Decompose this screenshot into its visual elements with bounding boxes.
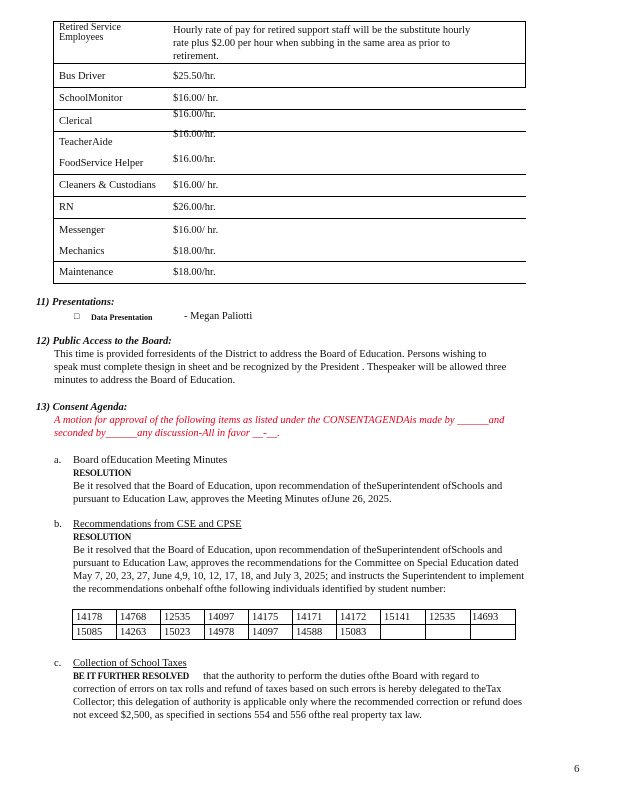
page-number: 6 (574, 763, 580, 775)
student-number: 15083 (337, 625, 381, 640)
student-number: 14693 (471, 610, 516, 625)
pay-rate: $16.00/hr. (173, 129, 216, 140)
paragraph-line: pursuant to Education Law, approves the recommendations for the Committee on Special Education dated (73, 558, 519, 569)
label-line: Retired Service (59, 22, 121, 33)
student-number: 14097 (205, 610, 249, 625)
table-row (53, 109, 526, 131)
paragraph-line: that the authority to perform the duties ofthe Board with regard to (203, 671, 480, 682)
pay-label: TeacherAide (59, 137, 113, 148)
presentation-presenter: - Megan Paliotti (184, 311, 253, 322)
paragraph-line: the recommendations onbehalf ofthe following individuals identified by student number: (73, 584, 446, 595)
paragraph-line: correction of errors on tax rolls and refund of taxes based on such errors is hereby delegated to theTax (73, 684, 502, 695)
motion-text (54, 414, 504, 440)
pay-rate: $16.00/ hr. (173, 225, 219, 236)
pay-label: RN (59, 202, 74, 213)
pay-rate: $16.00/ hr. (173, 93, 219, 104)
consent-item-a (73, 454, 502, 506)
bullet-icon: □ (74, 311, 80, 321)
table-row (53, 87, 526, 109)
pay-rate: $26.00/hr. (173, 202, 216, 213)
resolution-label: RESOLUTION (73, 468, 132, 478)
pay-rate (173, 24, 470, 63)
pay-label: Mechanics (59, 246, 105, 257)
student-number: 14097 (249, 625, 293, 640)
item-marker: c. (54, 658, 62, 669)
student-number: 12535 (426, 610, 471, 625)
table-bottom-border (53, 283, 526, 284)
motion-line: A motion for approval of the following items as listed under the CONSENTAGENDAis made by ______and (54, 415, 505, 426)
section-heading-presentations: 11) Presentations: (36, 297, 115, 308)
item-title: Board ofEducation Meeting Minutes (73, 455, 228, 466)
table-row (53, 21, 526, 63)
student-number: 14588 (293, 625, 337, 640)
student-number: 14768 (117, 610, 161, 625)
table-row (73, 610, 516, 625)
student-number: 14172 (337, 610, 381, 625)
pay-label: Clerical (59, 116, 93, 127)
pay-label (59, 23, 121, 43)
student-number: 15141 (381, 610, 426, 625)
paragraph-line: pursuant to Education Law, approves the Meeting Minutes ofJune 26, 2025. (73, 494, 392, 505)
item-marker: a. (54, 455, 62, 466)
pay-rate: $18.00/hr. (173, 267, 216, 278)
student-number (426, 625, 471, 640)
pay-label: Messenger (59, 225, 105, 236)
table-row (53, 63, 526, 88)
student-number (471, 625, 516, 640)
pay-rate: $16.00/ hr. (173, 180, 219, 191)
pay-label: Maintenance (59, 267, 114, 278)
pay-rate: $16.00/hr. (173, 109, 216, 120)
table-row (53, 196, 526, 218)
item-title: Recommendations from CSE and CPSE (73, 519, 242, 530)
pay-label: Bus Driver (59, 71, 106, 82)
pay-label: FoodService Helper (59, 158, 144, 169)
item-title: Collection of School Taxes (73, 658, 187, 669)
pay-rate: $18.00/hr. (173, 246, 216, 257)
paragraph-line: not exceed $2,500, as specified in sections 554 and 556 ofthe real property tax law. (73, 710, 422, 721)
resolution-label: RESOLUTION (73, 532, 132, 542)
student-number: 14263 (117, 625, 161, 640)
pay-label: SchoolMonitor (59, 93, 123, 104)
student-number: 15023 (161, 625, 205, 640)
student-number: 14171 (293, 610, 337, 625)
pay-rate: $16.00/hr. (173, 154, 216, 165)
resolution-label: BE IT FURTHER RESOLVED (73, 671, 190, 681)
label-line: Employees (59, 32, 104, 43)
presentation-title: Data Presentation (91, 313, 153, 322)
pay-rate: $25.50/hr. (173, 71, 216, 82)
table-row (53, 261, 526, 283)
table-row (73, 625, 516, 640)
table-row (53, 218, 526, 262)
pay-label: Cleaners & Custodians (59, 180, 156, 191)
table-row (53, 174, 526, 196)
paragraph-line: May 7, 20, 23, 27, June 4,9, 10, 12, 17, 18, and July 3, 2025; and instructs the Superintendent to implement (73, 571, 525, 582)
paragraph-line: Collector; this delegation of authority is applicable only where the recommended correction or refund does (73, 697, 523, 708)
section-heading-public-access: 12) Public Access to the Board: (36, 336, 172, 347)
student-number: 14978 (205, 625, 249, 640)
paragraph-line: speak must complete thesign in sheet and be recognized by the President . Thespeaker will be allowed three (54, 362, 507, 373)
rate-line: Hourly rate of pay for retired support staff will be the substitute hourly (173, 25, 471, 36)
consent-item-b (73, 518, 524, 596)
student-number: 12535 (161, 610, 205, 625)
consent-item-c (73, 657, 522, 722)
rate-line: rate plus $2.00 per hour when subbing in the same area as prior to (173, 38, 451, 49)
paragraph-line: Be it resolved that the Board of Education, upon recommendation of theSuperintendent ofSchools and (73, 481, 503, 492)
student-number: 14178 (73, 610, 117, 625)
rate-line: retirement. (173, 51, 219, 62)
student-number (381, 625, 426, 640)
paragraph-line: minutes to address the Board of Education. (54, 375, 236, 386)
student-number-table (72, 609, 516, 640)
item-marker: b. (54, 519, 62, 530)
section-heading-consent-agenda: 13) Consent Agenda: (36, 402, 128, 413)
paragraph (54, 348, 506, 387)
student-number: 15085 (73, 625, 117, 640)
student-number: 14175 (249, 610, 293, 625)
motion-line: seconded by______any discussion-All in favor __-__. (54, 428, 280, 439)
table-row (53, 131, 526, 175)
paragraph-line: This time is provided forresidents of the District to address the Board of Education. Persons wishing to (54, 349, 487, 360)
paragraph-line: Be it resolved that the Board of Education, upon recommendation of theSuperintendent ofSchools and (73, 545, 503, 556)
